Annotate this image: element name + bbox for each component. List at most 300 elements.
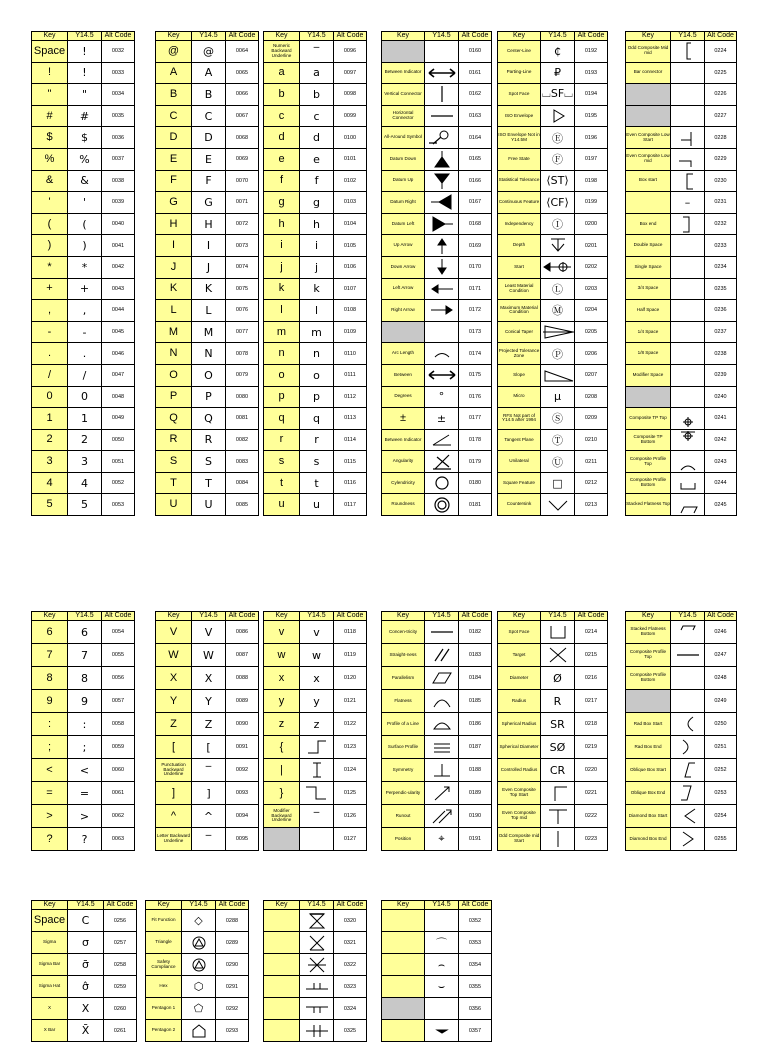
alt-code-cell: 0353 bbox=[459, 932, 492, 954]
alt-code-cell: 0260 bbox=[104, 998, 137, 1020]
symbol-cell: ‾ bbox=[192, 759, 226, 782]
alt-code-cell: 0084 bbox=[226, 472, 259, 494]
table-row bbox=[626, 278, 737, 300]
table-row bbox=[32, 932, 137, 954]
datum-left-icon bbox=[425, 214, 458, 234]
table-row bbox=[264, 321, 367, 343]
symbol-cell: H bbox=[192, 213, 226, 235]
symbol-cell bbox=[425, 300, 459, 322]
key-cell: Rad Box End bbox=[626, 736, 671, 759]
key-cell: K bbox=[156, 278, 192, 300]
key-cell: Position bbox=[382, 828, 425, 851]
alt-code-cell: 0236 bbox=[705, 300, 737, 322]
alt-code-cell: 0183 bbox=[459, 644, 492, 667]
right-arrow-icon bbox=[425, 300, 458, 320]
alt-code-cell: 0121 bbox=[334, 690, 367, 713]
key-cell: L bbox=[156, 300, 192, 322]
double-diag-arrow-icon bbox=[425, 806, 458, 826]
symbol-cell bbox=[182, 1020, 216, 1042]
alt-code-header: Alt Code bbox=[705, 32, 737, 41]
symbol-cell: Ⓤ bbox=[541, 451, 575, 473]
alt-code-cell: 0224 bbox=[705, 41, 737, 63]
alt-code-cell: 0187 bbox=[459, 736, 492, 759]
symbol-cell bbox=[671, 84, 705, 106]
alt-code-cell: 0160 bbox=[459, 41, 492, 63]
table-row bbox=[626, 690, 737, 713]
alt-code-cell: 0245 bbox=[705, 494, 737, 516]
alt-code-cell: 0217 bbox=[575, 690, 608, 713]
i-beam-icon bbox=[300, 760, 333, 780]
key-cell: # bbox=[32, 105, 68, 127]
key-cell: Even Composite Top Start bbox=[498, 782, 541, 805]
odd-mid-icon bbox=[671, 41, 704, 61]
y145-header: Y14.5 bbox=[192, 612, 226, 621]
key-cell: Diamond Box Start bbox=[626, 805, 671, 828]
symbol-cell bbox=[541, 321, 575, 343]
table-row bbox=[264, 127, 367, 149]
alt-code-cell: 0120 bbox=[334, 667, 367, 690]
symbol-cell: □ bbox=[541, 472, 575, 494]
table-row bbox=[498, 667, 608, 690]
key-cell: ; bbox=[32, 736, 68, 759]
key-cell: Composite TP Top bbox=[626, 408, 671, 430]
even-top-mid-icon bbox=[541, 806, 574, 826]
key-cell: Datum Right bbox=[382, 192, 425, 214]
table-row bbox=[32, 667, 135, 690]
key-cell: f bbox=[264, 170, 300, 192]
symbol-cell bbox=[425, 690, 459, 713]
key-header: Key bbox=[382, 901, 425, 910]
table-row bbox=[264, 667, 367, 690]
table-row bbox=[498, 472, 608, 494]
table-header-row bbox=[264, 32, 367, 41]
key-cell bbox=[382, 321, 425, 343]
alt-code-cell: 0216 bbox=[575, 667, 608, 690]
alt-code-cell: 0041 bbox=[102, 235, 135, 257]
key-cell bbox=[626, 84, 671, 106]
table-row bbox=[156, 713, 259, 736]
alt-code-cell: 0085 bbox=[226, 494, 259, 516]
alt-code-cell: 0247 bbox=[705, 644, 737, 667]
table-header-row bbox=[32, 32, 135, 41]
key-cell: - bbox=[32, 321, 68, 343]
symbol-cell bbox=[425, 644, 459, 667]
key-cell: > bbox=[32, 805, 68, 828]
key-cell: 1 bbox=[32, 408, 68, 430]
alt-code-cell: 0161 bbox=[459, 62, 492, 84]
table-row bbox=[498, 278, 608, 300]
symbol-cell: ₵ bbox=[541, 41, 575, 63]
alt-code-cell: 0103 bbox=[334, 192, 367, 214]
symbol-cell bbox=[671, 386, 705, 408]
key-cell: D bbox=[156, 127, 192, 149]
alt-code-cell: 0060 bbox=[102, 759, 135, 782]
symbol-cell: l bbox=[300, 300, 334, 322]
key-cell: Straight-ness bbox=[382, 644, 425, 667]
table-row bbox=[146, 1020, 249, 1042]
key-cell: 9 bbox=[32, 690, 68, 713]
symbol-cell bbox=[671, 213, 705, 235]
symbol-cell bbox=[671, 41, 705, 63]
symbol-table bbox=[155, 611, 259, 851]
table-header-row bbox=[498, 612, 608, 621]
alt-code-header: Alt Code bbox=[334, 901, 367, 910]
key-cell: Profile of a Line bbox=[382, 713, 425, 736]
alt-code-cell: 0186 bbox=[459, 713, 492, 736]
key-cell bbox=[264, 1020, 300, 1042]
table-header-row bbox=[382, 612, 492, 621]
alt-code-cell: 0259 bbox=[104, 976, 137, 998]
y145-header: Y14.5 bbox=[68, 32, 102, 41]
table-row bbox=[626, 759, 737, 782]
symbol-cell: ] bbox=[192, 782, 226, 805]
symbol-cell bbox=[671, 321, 705, 343]
symbol-cell: Ⓣ bbox=[541, 429, 575, 451]
key-cell: Angularity bbox=[382, 451, 425, 473]
surface-profile-icon bbox=[425, 737, 458, 757]
x-mark-icon bbox=[541, 645, 574, 665]
table-row bbox=[498, 84, 608, 106]
key-cell: / bbox=[32, 364, 68, 386]
alt-code-cell: 0046 bbox=[102, 343, 135, 365]
table-row bbox=[32, 976, 137, 998]
key-cell: 1/8 Space bbox=[626, 343, 671, 365]
alt-code-cell: 0065 bbox=[226, 62, 259, 84]
table-row bbox=[32, 998, 137, 1020]
symbol-cell: > bbox=[68, 805, 102, 828]
table-row bbox=[146, 976, 249, 998]
table-row bbox=[32, 759, 135, 782]
symbol-cell bbox=[425, 41, 459, 63]
table-row bbox=[156, 408, 259, 430]
alt-code-cell: 0232 bbox=[705, 213, 737, 235]
symbol-cell: + bbox=[68, 278, 102, 300]
alt-code-cell: 0184 bbox=[459, 667, 492, 690]
key-cell: 0 bbox=[32, 386, 68, 408]
alt-code-header: Alt Code bbox=[705, 612, 737, 621]
symbol-cell: σ bbox=[68, 932, 104, 954]
key-cell: 2 bbox=[32, 429, 68, 451]
table-row bbox=[382, 235, 492, 257]
table-row bbox=[32, 256, 135, 278]
alt-code-cell: 0221 bbox=[575, 782, 608, 805]
alt-code-cell: 0185 bbox=[459, 690, 492, 713]
diamond-start-icon bbox=[671, 806, 704, 826]
alt-code-cell: 0356 bbox=[459, 998, 492, 1020]
table-row bbox=[626, 84, 737, 106]
key-cell: Parallelism bbox=[382, 667, 425, 690]
table-row bbox=[264, 910, 367, 932]
symbol-cell bbox=[425, 667, 459, 690]
symbol-cell: Ø bbox=[541, 667, 575, 690]
y145-header: Y14.5 bbox=[425, 612, 459, 621]
table-row bbox=[32, 300, 135, 322]
symbol-table bbox=[263, 900, 367, 1042]
table-row bbox=[32, 235, 135, 257]
alt-code-cell: 0175 bbox=[459, 364, 492, 386]
symbol-cell: ⟨ST⟩ bbox=[541, 170, 575, 192]
symbol-cell bbox=[425, 321, 459, 343]
alt-code-cell: 0089 bbox=[226, 690, 259, 713]
key-cell: X Bar bbox=[32, 1020, 68, 1042]
key-cell: RFS Not part of Y14.5 after 1994 bbox=[498, 408, 541, 430]
table-row bbox=[264, 256, 367, 278]
key-cell: ! bbox=[32, 62, 68, 84]
alt-code-cell: 0047 bbox=[102, 364, 135, 386]
symbol-cell bbox=[541, 782, 575, 805]
key-cell: G bbox=[156, 192, 192, 214]
key-header: Key bbox=[498, 32, 541, 41]
table-row bbox=[146, 998, 249, 1020]
table-row bbox=[264, 998, 367, 1020]
symbol-cell: CR bbox=[541, 759, 575, 782]
alt-code-cell: 0075 bbox=[226, 278, 259, 300]
even-top-start-icon bbox=[541, 783, 574, 803]
symbol-cell: C bbox=[192, 105, 226, 127]
table-row bbox=[626, 62, 737, 84]
key-header: Key bbox=[32, 32, 68, 41]
alt-code-cell: 0083 bbox=[226, 451, 259, 473]
key-cell: Composite Profile Top bbox=[626, 451, 671, 473]
symbol-cell bbox=[671, 736, 705, 759]
key-header: Key bbox=[382, 612, 425, 621]
alt-code-cell: 0053 bbox=[102, 494, 135, 516]
key-cell bbox=[264, 910, 300, 932]
alt-code-cell: 0258 bbox=[104, 954, 137, 976]
symbol-cell: p bbox=[300, 386, 334, 408]
alt-code-cell: 0169 bbox=[459, 235, 492, 257]
key-cell: z bbox=[264, 713, 300, 736]
table-row bbox=[264, 386, 367, 408]
perp-icon bbox=[425, 760, 458, 780]
table-row bbox=[32, 62, 135, 84]
table-row bbox=[146, 954, 249, 976]
alt-code-cell: 0092 bbox=[226, 759, 259, 782]
alt-code-cell: 0125 bbox=[334, 782, 367, 805]
alt-code-cell: 0250 bbox=[705, 713, 737, 736]
symbol-cell: t bbox=[300, 472, 334, 494]
table-row bbox=[156, 256, 259, 278]
alt-code-cell: 0321 bbox=[334, 932, 367, 954]
key-cell: U bbox=[156, 494, 192, 516]
table-row bbox=[626, 494, 737, 516]
key-cell: v bbox=[264, 621, 300, 644]
key-cell: Arc Length bbox=[382, 343, 425, 365]
key-cell: Slope bbox=[498, 364, 541, 386]
key-cell bbox=[382, 954, 425, 976]
symbol-table bbox=[625, 611, 737, 851]
symbol-cell bbox=[671, 235, 705, 257]
key-cell: Symmetry bbox=[382, 759, 425, 782]
alt-code-cell: 0180 bbox=[459, 472, 492, 494]
table-row bbox=[156, 127, 259, 149]
alt-code-cell: 0104 bbox=[334, 213, 367, 235]
alt-code-cell: 0261 bbox=[104, 1020, 137, 1042]
diag-arrow-icon bbox=[425, 783, 458, 803]
table-row bbox=[382, 736, 492, 759]
symbol-cell: b bbox=[300, 84, 334, 106]
key-cell: Oblique Box End bbox=[626, 782, 671, 805]
key-cell: Odd Composite mid Start bbox=[498, 828, 541, 851]
key-cell: Perpendic-ularity bbox=[382, 782, 425, 805]
table-row bbox=[32, 386, 135, 408]
alt-code-cell: 0034 bbox=[102, 84, 135, 106]
alt-code-cell: 0116 bbox=[334, 472, 367, 494]
alt-code-cell: 0252 bbox=[705, 759, 737, 782]
table-row bbox=[382, 105, 492, 127]
key-cell: Even Composite Low Start bbox=[626, 127, 671, 149]
key-cell: A bbox=[156, 62, 192, 84]
key-cell: Runout bbox=[382, 805, 425, 828]
key-cell: 6 bbox=[32, 621, 68, 644]
profile-bottom-icon bbox=[671, 473, 704, 493]
symbol-cell: Ⓢ bbox=[541, 408, 575, 430]
box-start-icon bbox=[671, 171, 704, 191]
alt-code-cell: 0290 bbox=[216, 954, 249, 976]
odd-mid-start-icon bbox=[541, 829, 574, 849]
symbol-cell: ◇ bbox=[182, 910, 216, 932]
y145-header: Y14.5 bbox=[300, 901, 334, 910]
table-row bbox=[264, 690, 367, 713]
alt-code-cell: 0177 bbox=[459, 408, 492, 430]
key-cell: Micro bbox=[498, 386, 541, 408]
table-header-row bbox=[382, 32, 492, 41]
alt-code-cell: 0293 bbox=[216, 1020, 249, 1042]
key-header: Key bbox=[32, 901, 68, 910]
key-cell bbox=[264, 932, 300, 954]
datum-right-icon bbox=[425, 192, 458, 212]
double-circle-icon bbox=[425, 495, 458, 515]
vertical-line-icon bbox=[425, 84, 458, 104]
symbol-cell: B bbox=[192, 84, 226, 106]
symbol-cell bbox=[425, 910, 459, 932]
alt-code-cell: 0163 bbox=[459, 105, 492, 127]
symbol-cell: x bbox=[300, 667, 334, 690]
alt-code-cell: 0256 bbox=[104, 910, 137, 932]
table-row bbox=[382, 41, 492, 63]
alt-code-cell: 0127 bbox=[334, 828, 367, 851]
key-cell bbox=[626, 192, 671, 214]
symbol-cell: ) bbox=[68, 235, 102, 257]
alt-code-cell: 0176 bbox=[459, 386, 492, 408]
table-row bbox=[382, 690, 492, 713]
alt-code-cell: 0054 bbox=[102, 621, 135, 644]
alt-code-header: Alt Code bbox=[216, 901, 249, 910]
alt-code-cell: 0038 bbox=[102, 170, 135, 192]
key-cell: { bbox=[264, 736, 300, 759]
symbol-cell: ? bbox=[68, 828, 102, 851]
symbol-cell: 3 bbox=[68, 451, 102, 473]
alt-code-cell: 0192 bbox=[575, 41, 608, 63]
key-cell: Maximum Material Condition bbox=[498, 300, 541, 322]
key-cell: Up Arrow bbox=[382, 235, 425, 257]
alt-code-cell: 0292 bbox=[216, 998, 249, 1020]
key-cell: H bbox=[156, 213, 192, 235]
key-cell: Double Space bbox=[626, 235, 671, 257]
symbol-cell: ' bbox=[68, 192, 102, 214]
symbol-cell: ! bbox=[68, 41, 102, 63]
key-cell: y bbox=[264, 690, 300, 713]
symbol-cell: " bbox=[68, 84, 102, 106]
alt-code-header: Alt Code bbox=[575, 612, 608, 621]
table-row bbox=[264, 148, 367, 170]
table-row bbox=[264, 429, 367, 451]
alt-code-cell: 0112 bbox=[334, 386, 367, 408]
symbol-cell bbox=[300, 954, 334, 976]
symbol-cell: / bbox=[68, 364, 102, 386]
table-row bbox=[498, 364, 608, 386]
symbol-cell bbox=[671, 494, 705, 516]
symbol-cell: n bbox=[300, 343, 334, 365]
symbol-cell: SR bbox=[541, 713, 575, 736]
alt-code-cell: 0105 bbox=[334, 235, 367, 257]
table-row bbox=[382, 364, 492, 386]
diamond-end-icon bbox=[671, 829, 704, 849]
table-row bbox=[498, 41, 608, 63]
table-row bbox=[32, 105, 135, 127]
alt-code-cell: 0068 bbox=[226, 127, 259, 149]
left-arrow-icon bbox=[425, 279, 458, 299]
alt-code-cell: 0201 bbox=[575, 235, 608, 257]
alt-code-cell: 0244 bbox=[705, 472, 737, 494]
key-cell: Between Indicator bbox=[382, 429, 425, 451]
table-row bbox=[32, 910, 137, 932]
symbol-cell: ! bbox=[68, 62, 102, 84]
symbol-cell: ⌖ bbox=[425, 828, 459, 851]
key-cell: Free State bbox=[498, 148, 541, 170]
parallelogram-icon bbox=[425, 668, 458, 688]
datum-down-icon bbox=[425, 149, 458, 169]
table-header-row bbox=[498, 32, 608, 41]
table-row bbox=[156, 451, 259, 473]
alt-code-cell: 0219 bbox=[575, 736, 608, 759]
table-row bbox=[156, 690, 259, 713]
key-cell: Space bbox=[32, 910, 68, 932]
alt-code-header: Alt Code bbox=[226, 32, 259, 41]
table-row bbox=[264, 62, 367, 84]
table-row bbox=[382, 621, 492, 644]
key-cell: E bbox=[156, 148, 192, 170]
key-header: Key bbox=[156, 32, 192, 41]
table-row bbox=[626, 429, 737, 451]
table-row bbox=[498, 343, 608, 365]
between-arrows-icon bbox=[425, 365, 458, 385]
symbol-cell: 8 bbox=[68, 667, 102, 690]
symbol-cell bbox=[671, 429, 705, 451]
key-cell: Single Space bbox=[626, 256, 671, 278]
symbol-cell bbox=[671, 782, 705, 805]
tp-bottom-icon bbox=[671, 430, 704, 450]
key-cell: Controlled Radius bbox=[498, 759, 541, 782]
symbol-cell: = bbox=[68, 782, 102, 805]
symbol-cell: ⌒ bbox=[425, 932, 459, 954]
alt-code-cell: 0209 bbox=[575, 408, 608, 430]
table-row bbox=[264, 84, 367, 106]
alt-code-cell: 0226 bbox=[705, 84, 737, 106]
key-cell: Modifier Space bbox=[626, 364, 671, 386]
alt-code-cell: 0229 bbox=[705, 148, 737, 170]
ticks-up-icon bbox=[300, 977, 333, 997]
table-row bbox=[32, 84, 135, 106]
table-row bbox=[264, 805, 367, 828]
symbol-cell: ‾ bbox=[192, 828, 226, 851]
symbol-cell bbox=[425, 213, 459, 235]
alt-code-cell: 0194 bbox=[575, 84, 608, 106]
key-cell: p bbox=[264, 386, 300, 408]
symbol-table bbox=[497, 31, 608, 516]
symbol-cell: 4 bbox=[68, 472, 102, 494]
key-header: Key bbox=[156, 612, 192, 621]
